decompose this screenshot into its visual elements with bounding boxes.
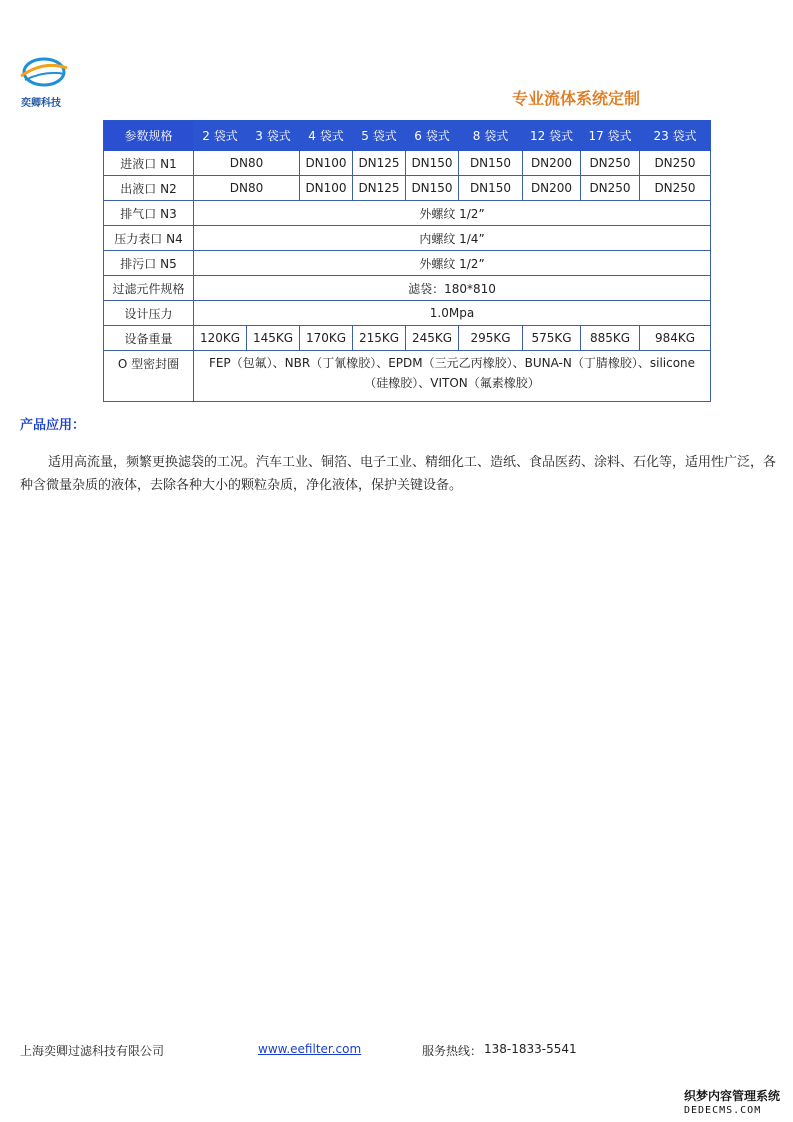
table-cell: 215KG xyxy=(353,326,406,351)
table-cell: 内螺纹 1/4” xyxy=(194,226,711,251)
table-row-filter-element xyxy=(104,276,711,301)
table-cell: DN200 xyxy=(523,176,581,201)
table-cell: DN80 xyxy=(194,176,300,201)
table-cell: DN250 xyxy=(640,176,711,201)
row-label: 进液口 N1 xyxy=(104,151,194,176)
header-cell: 2 袋式 xyxy=(194,121,247,151)
table-cell: 外螺纹 1/2” xyxy=(194,251,711,276)
table-cell: 245KG xyxy=(406,326,459,351)
row-label: 设计压力 xyxy=(104,301,194,326)
table-cell: DN100 xyxy=(300,176,353,201)
table-cell: 575KG xyxy=(523,326,581,351)
header-cell: 6 袋式 xyxy=(406,121,459,151)
header-cell: 3 袋式 xyxy=(247,121,300,151)
header-cell: 5 袋式 xyxy=(353,121,406,151)
header-cell: 17 袋式 xyxy=(581,121,640,151)
application-heading: 产品应用： xyxy=(20,418,86,433)
table-cell: DN150 xyxy=(406,176,459,201)
table-cell: DN150 xyxy=(459,176,523,201)
table-cell: DN250 xyxy=(581,176,640,201)
logo-text: 奕卿科技 xyxy=(21,98,61,109)
table-cell: 1.0Mpa xyxy=(194,301,711,326)
row-label: 排污口 N5 xyxy=(104,251,194,276)
row-label: O 型密封圈 xyxy=(104,351,194,402)
row-label: 排气口 N3 xyxy=(104,201,194,226)
table-cell: DN250 xyxy=(640,151,711,176)
header-title: 专业流体系统定制 xyxy=(512,89,641,108)
table-cell: 145KG xyxy=(247,326,300,351)
table-cell: DN150 xyxy=(459,151,523,176)
logo-globe-icon xyxy=(17,54,71,94)
header-cell: 8 袋式 xyxy=(459,121,523,151)
spec-table xyxy=(103,120,711,402)
table-row-design-pressure xyxy=(104,301,711,326)
table-cell: 120KG xyxy=(194,326,247,351)
table-row-gauge-port xyxy=(104,226,711,251)
header-cell: 4 袋式 xyxy=(300,121,353,151)
company-logo xyxy=(17,54,71,108)
footer-phone-label: 服务热线： xyxy=(422,1044,483,1058)
table-cell: DN125 xyxy=(353,151,406,176)
table-row-vent xyxy=(104,201,711,226)
table-cell: DN250 xyxy=(581,151,640,176)
table-cell: 170KG xyxy=(300,326,353,351)
row-label: 设备重量 xyxy=(104,326,194,351)
table-cell: 295KG xyxy=(459,326,523,351)
footer-website-link[interactable]: www.eefilter.com xyxy=(258,1042,362,1056)
table-row-outlet xyxy=(104,176,711,201)
table-cell: DN100 xyxy=(300,151,353,176)
watermark xyxy=(684,1087,784,1116)
header-cell: 12 袋式 xyxy=(523,121,581,151)
row-label: 压力表口 N4 xyxy=(104,226,194,251)
application-text: 适用高流量，频繁更换滤袋的工况。汽车工业、铜箔、电子工业、精细化工、造纸、食品医药、涂料、石化等，适用性广泛，各种含微量杂质的液体，去除各种大小的颗粒杂质，净化液体，保护关键设备。 xyxy=(20,455,777,493)
table-cell: 885KG xyxy=(581,326,640,351)
watermark-line1: 织梦内容管理系统 xyxy=(684,1089,781,1103)
header-cell: 23 袋式 xyxy=(640,121,711,151)
row-label: 过滤元件规格 xyxy=(104,276,194,301)
header-cell: 参数规格 xyxy=(104,121,194,151)
table-row-weight xyxy=(104,326,711,351)
row-label: 出液口 N2 xyxy=(104,176,194,201)
table-cell: 984KG xyxy=(640,326,711,351)
table-cell: DN150 xyxy=(406,151,459,176)
watermark-line2: DEDECMS.COM xyxy=(684,1105,762,1116)
table-cell: 滤袋：180*810 xyxy=(194,276,711,301)
table-row-inlet xyxy=(104,151,711,176)
table-row-drain xyxy=(104,251,711,276)
table-row-seal xyxy=(104,351,711,402)
footer-phone: 138-1833-5541 xyxy=(484,1042,577,1056)
table-cell: FEP（包氟）、NBR（丁氰橡胶）、EPDM（三元乙丙橡胶）、BUNA-N（丁腈橡胶）、silicone（硅橡胶）、VITON（氟素橡胶） xyxy=(194,351,711,402)
footer-company: 上海奕卿过滤科技有限公司 xyxy=(20,1044,165,1058)
table-cell: DN80 xyxy=(194,151,300,176)
table-header-row xyxy=(104,121,711,151)
table-cell: 外螺纹 1/2” xyxy=(194,201,711,226)
table-cell: DN125 xyxy=(353,176,406,201)
table-cell: DN200 xyxy=(523,151,581,176)
